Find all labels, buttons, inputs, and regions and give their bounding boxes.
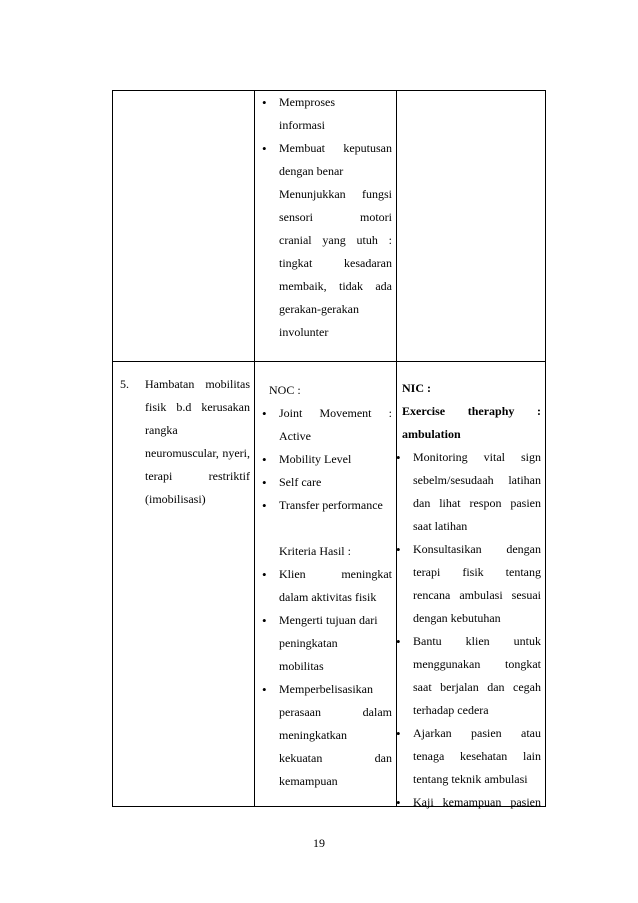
text-line: dalam aktivitas fisik [279, 590, 377, 604]
kriteria-item [279, 609, 392, 678]
top-noc-cell [279, 91, 392, 344]
text-line: ambulation [402, 427, 461, 441]
text-line: • Mobility Level [279, 452, 352, 466]
text-line: terapi fisik tentang [413, 565, 541, 579]
text-line: peningkatan [279, 636, 338, 650]
text-line: • Mengerti tujuan dari [279, 613, 378, 627]
text-line: tenaga kesehatan lain [413, 749, 541, 763]
text-line: Menunjukkan fungsi [279, 187, 392, 201]
text-line: • Klien meningkat [279, 567, 392, 581]
noc-list [262, 402, 392, 517]
row-divider [113, 361, 545, 362]
kriteria-list [262, 563, 392, 793]
text-line: tingkat kesadaran [279, 256, 392, 270]
text-line: Hambatan mobilitas [145, 377, 250, 391]
noc-title-text: NOC : [269, 383, 301, 397]
nic-item [413, 722, 541, 791]
text-line: kemampuan [279, 774, 338, 788]
nic-item [413, 538, 541, 630]
text-line: • Kaji kemampuan pasien [413, 795, 541, 809]
text-line: rencana ambulasi sesuai [413, 588, 541, 602]
nic-subtitle [402, 400, 541, 446]
text-line: saat berjalan dan cegah [413, 680, 541, 694]
text-line: rangka [145, 423, 178, 437]
text-line: • Memproses [279, 95, 335, 109]
text-line: dan lihat respon pasien [413, 496, 541, 510]
nic-item [413, 446, 541, 538]
text-line: mobilitas [279, 659, 324, 673]
text-line: membaik, tidak ada [279, 279, 392, 293]
nic-title-text: NIC : [402, 381, 431, 395]
nic-list [402, 446, 541, 814]
noc-cell [262, 379, 392, 793]
text-line: Exercise theraphy : [402, 404, 541, 418]
text-line: neuromuscular, nyeri, [145, 446, 250, 460]
text-line: • Self care [279, 475, 322, 489]
text-line: • Membuat keputusan [279, 141, 392, 155]
text-line: terhadap cedera [413, 703, 489, 717]
text-line: perasaan dalam [279, 705, 392, 719]
text-line: terapi restriktif [145, 469, 250, 483]
text-line: meningkatkan [279, 728, 347, 742]
text-line: • Ajarkan pasien atau [413, 726, 541, 740]
kriteria-item [279, 678, 392, 793]
noc-item [279, 448, 392, 471]
page-number-text: 19 [313, 836, 325, 850]
text-line: dengan kebutuhan [413, 611, 501, 625]
text-line: • Monitoring vital sign [413, 450, 541, 464]
text-line: kekuatan dan [279, 751, 392, 765]
row-number-text: 5. [120, 377, 129, 391]
text-line: • Konsultasikan dengan [413, 542, 541, 556]
top-noc-bullet [279, 91, 392, 137]
page-number [0, 836, 638, 851]
diagnosis-cell [145, 373, 250, 511]
noc-item [279, 494, 392, 517]
text-line: dengan benar [279, 164, 344, 178]
row-number [120, 373, 140, 396]
text-line: sensori motori [279, 210, 392, 224]
text-line: gerakan-gerakan [279, 302, 359, 316]
noc-item [279, 471, 392, 494]
text-line: tentang teknik ambulasi [413, 772, 528, 786]
noc-title [262, 379, 392, 402]
nic-cell [402, 377, 541, 814]
text-line: • Transfer performance [279, 498, 383, 512]
text-line: Active [279, 429, 311, 443]
top-noc-bullet [279, 137, 392, 183]
kriteria-title-text: Kriteria Hasil : [279, 544, 351, 558]
text-line: saat latihan [413, 519, 468, 533]
text-line: menggunakan tongkat [413, 657, 541, 671]
text-line: fisik b.d kerusakan [145, 400, 250, 414]
nic-title [402, 377, 541, 400]
text-line: • Memperbelisasikan [279, 682, 373, 696]
nic-item [413, 791, 541, 814]
kriteria-item [279, 563, 392, 609]
text-line: sebelm/sesudaah latihan [413, 473, 541, 487]
text-line: cranial yang utuh : [279, 233, 392, 247]
text-line: (imobilisasi) [145, 492, 206, 506]
care-plan-table [112, 90, 546, 807]
nic-item [413, 630, 541, 722]
text-line: • Bantu klien untuk [413, 634, 541, 648]
noc-item [279, 402, 392, 448]
kriteria-title [262, 540, 392, 563]
text-line: • Joint Movement : [279, 406, 392, 420]
column-divider [254, 91, 255, 806]
text-line: informasi [279, 118, 325, 132]
text-line: involunter [279, 325, 329, 339]
